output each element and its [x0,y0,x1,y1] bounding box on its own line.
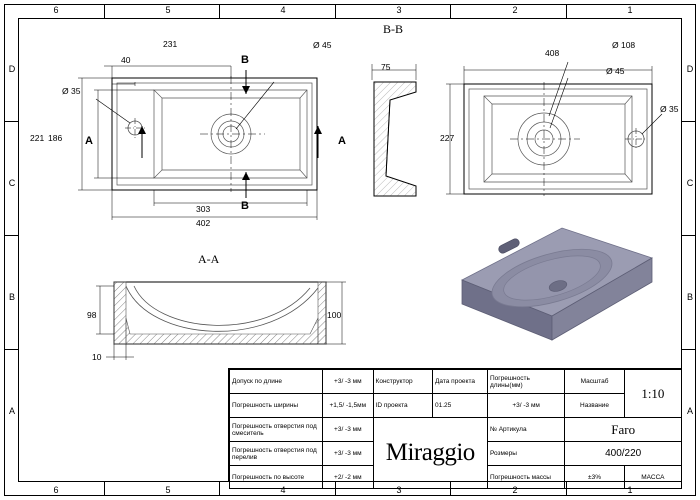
tb-tol-height-value: +2/ -2 мм [323,466,373,489]
section-aa-title: A-A [198,252,220,266]
tb-tol-height-label: Погрешность по высоте [230,466,323,489]
zone-bottom-2: 2 [512,485,518,495]
tb-nazvanie-value: Faro [565,418,682,442]
tb-pogr-dlina-label: Погрешность длины(мм) [487,370,564,394]
zone-bottom-4: 4 [280,485,286,495]
tb-id-proekta-value: 01.25 [432,394,487,418]
tb-pogr-massy-label: Погрешность массы [487,466,564,489]
tb-pogr-dlina-value: +3/ -3 мм [487,394,564,418]
section-bb-title: B-B [383,22,404,36]
section-mark-A-right: A [338,135,346,147]
tb-pogr-massy-value: ±3% [565,466,624,489]
zone-top-2: 2 [512,5,518,15]
section-mark-A-left: A [85,135,93,147]
view-section-bb-profile [360,56,440,216]
tb-tol-length-value: +3/ -3 мм [323,370,373,394]
tb-tol-width-value: +1,5/ -1,5мм [323,394,373,418]
dim-221: 221 [30,133,45,143]
zone-left-B: B [8,292,15,302]
tb-razmery-value: 400/220 [565,442,682,466]
dim-408: 408 [545,48,560,58]
zone-top-3: 3 [396,5,402,15]
tb-razmery-label: Розмеры [487,442,564,466]
dim-227: 227 [440,133,455,143]
zone-right-A: A [686,406,693,416]
dim-d35-bb: Ø 35 [660,104,679,114]
zone-right-D: D [686,64,694,74]
dim-40: 40 [121,55,131,65]
title-block [228,368,682,482]
dim-231: 231 [163,39,178,49]
dim-d35-top: Ø 35 [62,86,81,96]
tb-tol-overflow-hole-label: Погрешность отверстия под перелив [230,442,323,466]
tb-masshtab-label: Масштаб [565,370,624,394]
tb-konstruktor-label: Конструктор [373,370,432,394]
dim-d45-bb: Ø 45 [606,66,625,76]
view-isometric [440,212,670,362]
zone-top-4: 4 [280,5,286,15]
zone-top-6: 6 [53,5,59,15]
dim-d108: Ø 108 [612,40,636,50]
dim-75: 75 [381,62,391,72]
tb-massa-label: МАССА [624,466,681,489]
brand-logo: Miraggio [385,439,475,466]
dim-10: 10 [92,352,102,362]
section-mark-B-top: B [241,54,249,66]
zone-left-C: C [8,178,16,188]
dim-186: 186 [48,133,63,143]
zone-bottom-5: 5 [165,485,171,495]
tb-artikul-label: № Артикула [487,418,564,442]
zone-bottom-1: 1 [627,485,633,495]
tb-nazvanie-label: Название [565,394,624,418]
tb-tol-length-label: Допуск по длине [230,370,323,394]
tb-data-proekta-label: Дата проекта [432,370,487,394]
dim-303: 303 [196,204,211,214]
dim-100: 100 [327,310,342,320]
dim-d45-top: Ø 45 [313,40,332,50]
zone-left-A: A [8,406,15,416]
tb-id-proekta-label: ID проекта [373,394,432,418]
tb-tol-faucet-hole-value: +3/ -3 мм [323,418,373,442]
zone-top-5: 5 [165,5,171,15]
dim-402: 402 [196,218,211,228]
tb-tol-width-label: Погрешность ширины [230,394,323,418]
tb-tol-faucet-hole-label: Погрешность отверстия под смеситель [230,418,323,442]
view-section-aa [70,272,360,372]
tb-masshtab-value: 1:10 [624,370,681,418]
view-section-bb-plan [440,48,690,228]
zone-top-1: 1 [627,5,633,15]
zone-right-B: B [686,292,693,302]
zone-right-C: C [686,178,694,188]
zone-bottom-3: 3 [396,485,402,495]
section-mark-B-bottom: B [241,200,249,212]
zone-left-D: D [8,64,16,74]
zone-bottom-6: 6 [53,485,59,495]
tb-tol-overflow-hole-value: +3/ -3 мм [323,442,373,466]
dim-98: 98 [87,310,97,320]
